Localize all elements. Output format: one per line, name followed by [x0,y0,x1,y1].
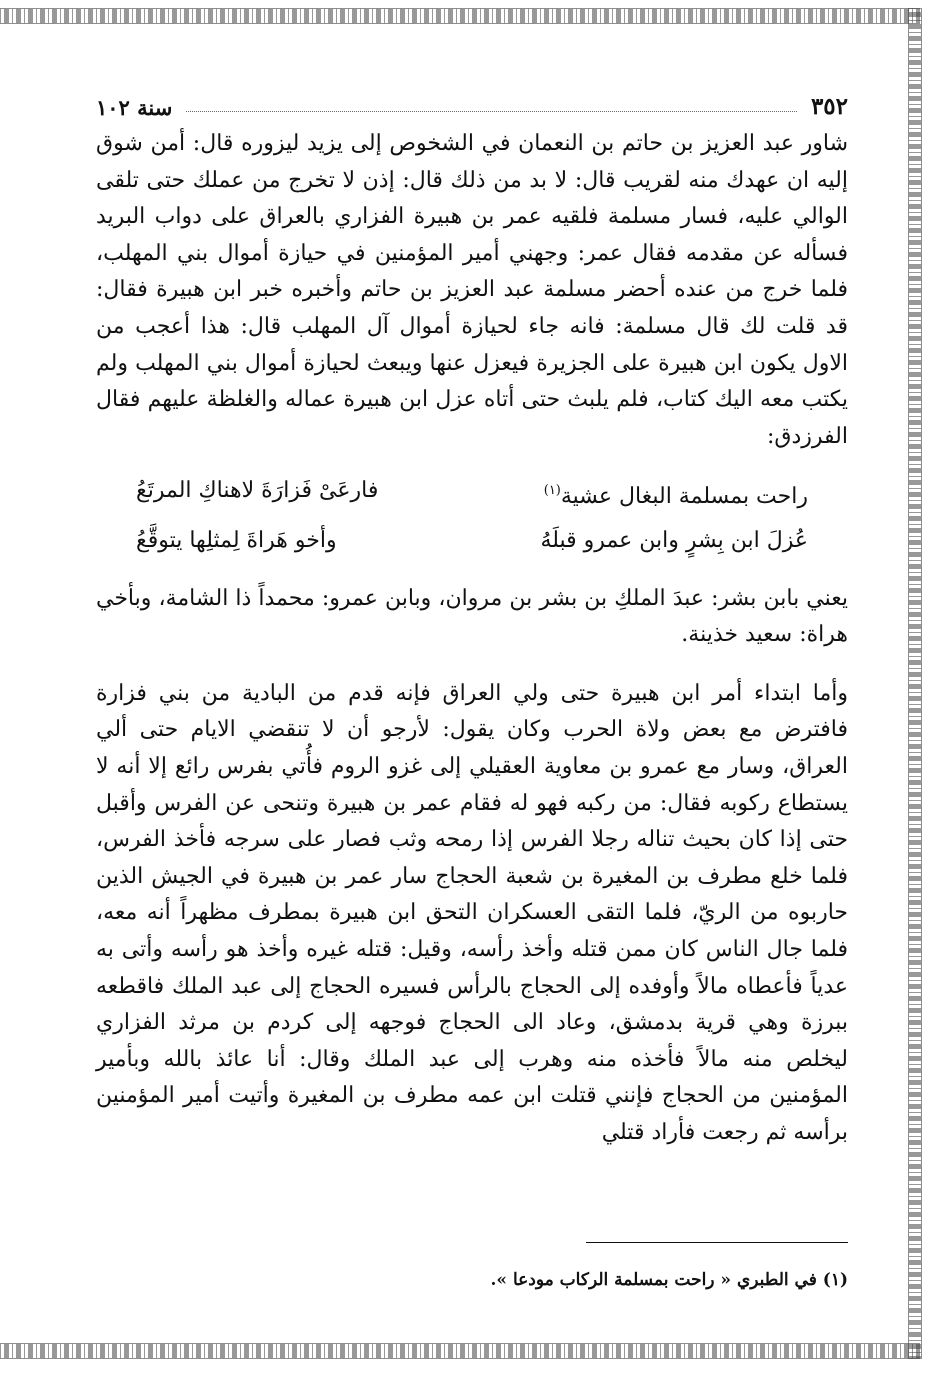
page-border-right [908,8,922,1359]
year-label: سنة ١٠٢ [96,95,173,120]
paragraph-1: شاور عبد العزيز بن حاتم بن النعمان في الشخوص إلى يزيد ليزوره قال: أمن شوق إليه ان عهدك منه لقريب قال: لا بد من ذلك قال: إذن لا تخرج من عملك حتى تلقى الوالي عليه، فسار مسلمة فلقيه عمر بن هبيرة الفزاري بالعراق على دواب البريد فسأله عن مقدمه فقال عمر: وجهني أمير المؤمنين في حيازة أموال بني المهلب، فلما خرج من عنده أحضر مسلمة عبد العزيز بن حاتم وأخبره خبر ابن هبيرة فقال: قد قلت لك قال مسلمة: فانه جاء لحيازة أموال آل المهلب قال: هذا أعجب من الاول يكون ابن هبيرة على الجزيرة فيعزل عنها ويبعث لحيازة أموال بني المهلب ولم يكتب معه اليك كتاب، فلم يلبث حتى أتاه عزل ابن هبيرة عماله والغلظة عليهم فقال الفرزدق: [96,131,848,449]
verse-1-first-hemistich: راحت بمسلمة البغال عشية(١) [544,469,808,518]
header-dotted-rule [186,111,797,112]
footnote-rule [586,1242,848,1243]
page-header [96,80,848,120]
verse-1-second-hemistich: فارعَىْ فَزارَةَ لاهناكِ المرتَعُ [136,478,379,504]
verse-2-second-hemistich: وأخو هَراةَ لِمثلِها يتوقَّعُ [136,527,337,553]
page-number: ٣٥٢ [810,93,848,120]
poem-verse-2 [136,519,808,563]
body-text [96,126,848,1152]
page-border-bottom [0,1343,920,1359]
footnote-marker: (١) [543,483,561,499]
verse-2-first-hemistich: عُزلَ ابن بِشرٍ وابن عمرو قبلَهُ [540,527,808,553]
paragraph-3: وأما ابتداء أمر ابن هبيرة حتى ولي العراق فإنه قدم من البادية من بني فزارة فافترض مع بعض ولاة الحرب وكان يقول: لأرجو أن لا تنقضي الايام حتى ألي العراق، وسار مع عمرو بن معاوية العقيلي إلى غزو الروم فأُتي بفرس رائع إلا أنه لا يستطاع ركوبه فقال: من ركبه فهو له فقام عمر بن هبيرة وتنحى عن الفرس وأقبل حتى إذا كان بحيث تناله رجلا الفرس إذا رمحه وثب فصار على سرجه فأخذ الفرس، فلما خلع مطرف بن المغيرة بن شعبة الحجاج سار عمر بن هبيرة في الجيش الذين حاربوه من الريّ، فلما التقى العسكران التحق ابن هبيرة بمطرف مظهراً أنه معه، فلما جال الناس كان ممن قتله وأخذ رأسه، وقيل: قتله غيره وأخذ هو رأسه وأتى به عدياً فأعطاه مالاً وأوفده إلى الحجاج بالرأس فسيره الحجاج إلى عبد الملك فاقطعه ببرزة وهي قرية بدمشق، وعاد الى الحجاج فوجهه إلى كردم بن مرثد الفزاري ليخلص منه مالاً فأخذه منه وهرب إلى عبد الملك وقال: أنا عائذ بالله وبأمير المؤمنين من الحجاج فإنني قتلت ابن عمه مطرف بن المغيرة وأتيت أمير المؤمنين برأسه ثم رجعت فأراد قتلي [96,680,848,1145]
paragraph-2: يعني بابن بشر: عبدَ الملكِ بن بشر بن مروان، وبابن عمرو: محمداً ذا الشامة، وبأخي هراة: سعيد خذينة. [96,585,848,648]
page-border-top [0,8,920,24]
footnote: (١) في الطبري « راحت بمسلمة الركاب مودعا ». [490,1270,848,1290]
page-content [96,80,848,1152]
poem-verse-1 [136,469,808,518]
poem [136,469,808,562]
